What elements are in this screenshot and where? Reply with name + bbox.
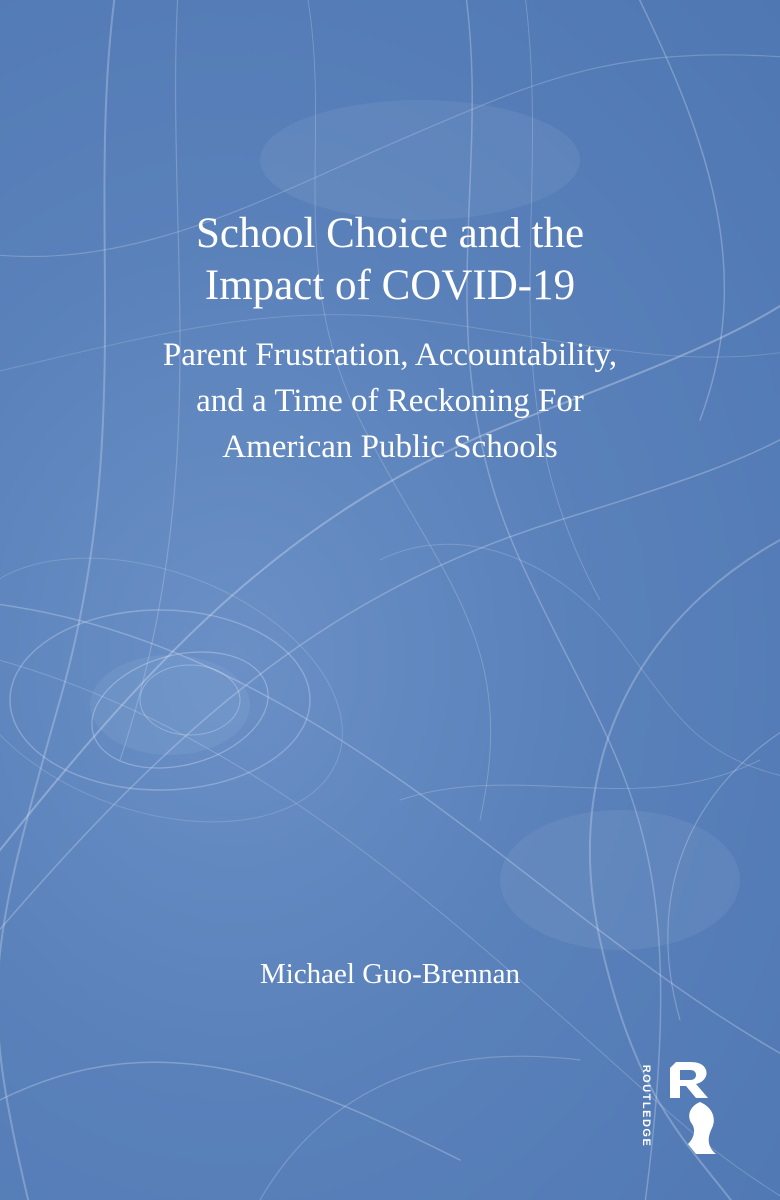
book-title: School Choice and the Impact of COVID-19 (195, 210, 585, 309)
publisher-name: ROUTLEDGE (640, 1064, 652, 1148)
routledge-logo-icon (656, 1058, 722, 1158)
book-subtitle: Parent Frustration, Accountability, and a Time of Reckoning For American Public Schools (162, 337, 618, 465)
author-name: Michael Guo-Brennan (259, 958, 521, 990)
